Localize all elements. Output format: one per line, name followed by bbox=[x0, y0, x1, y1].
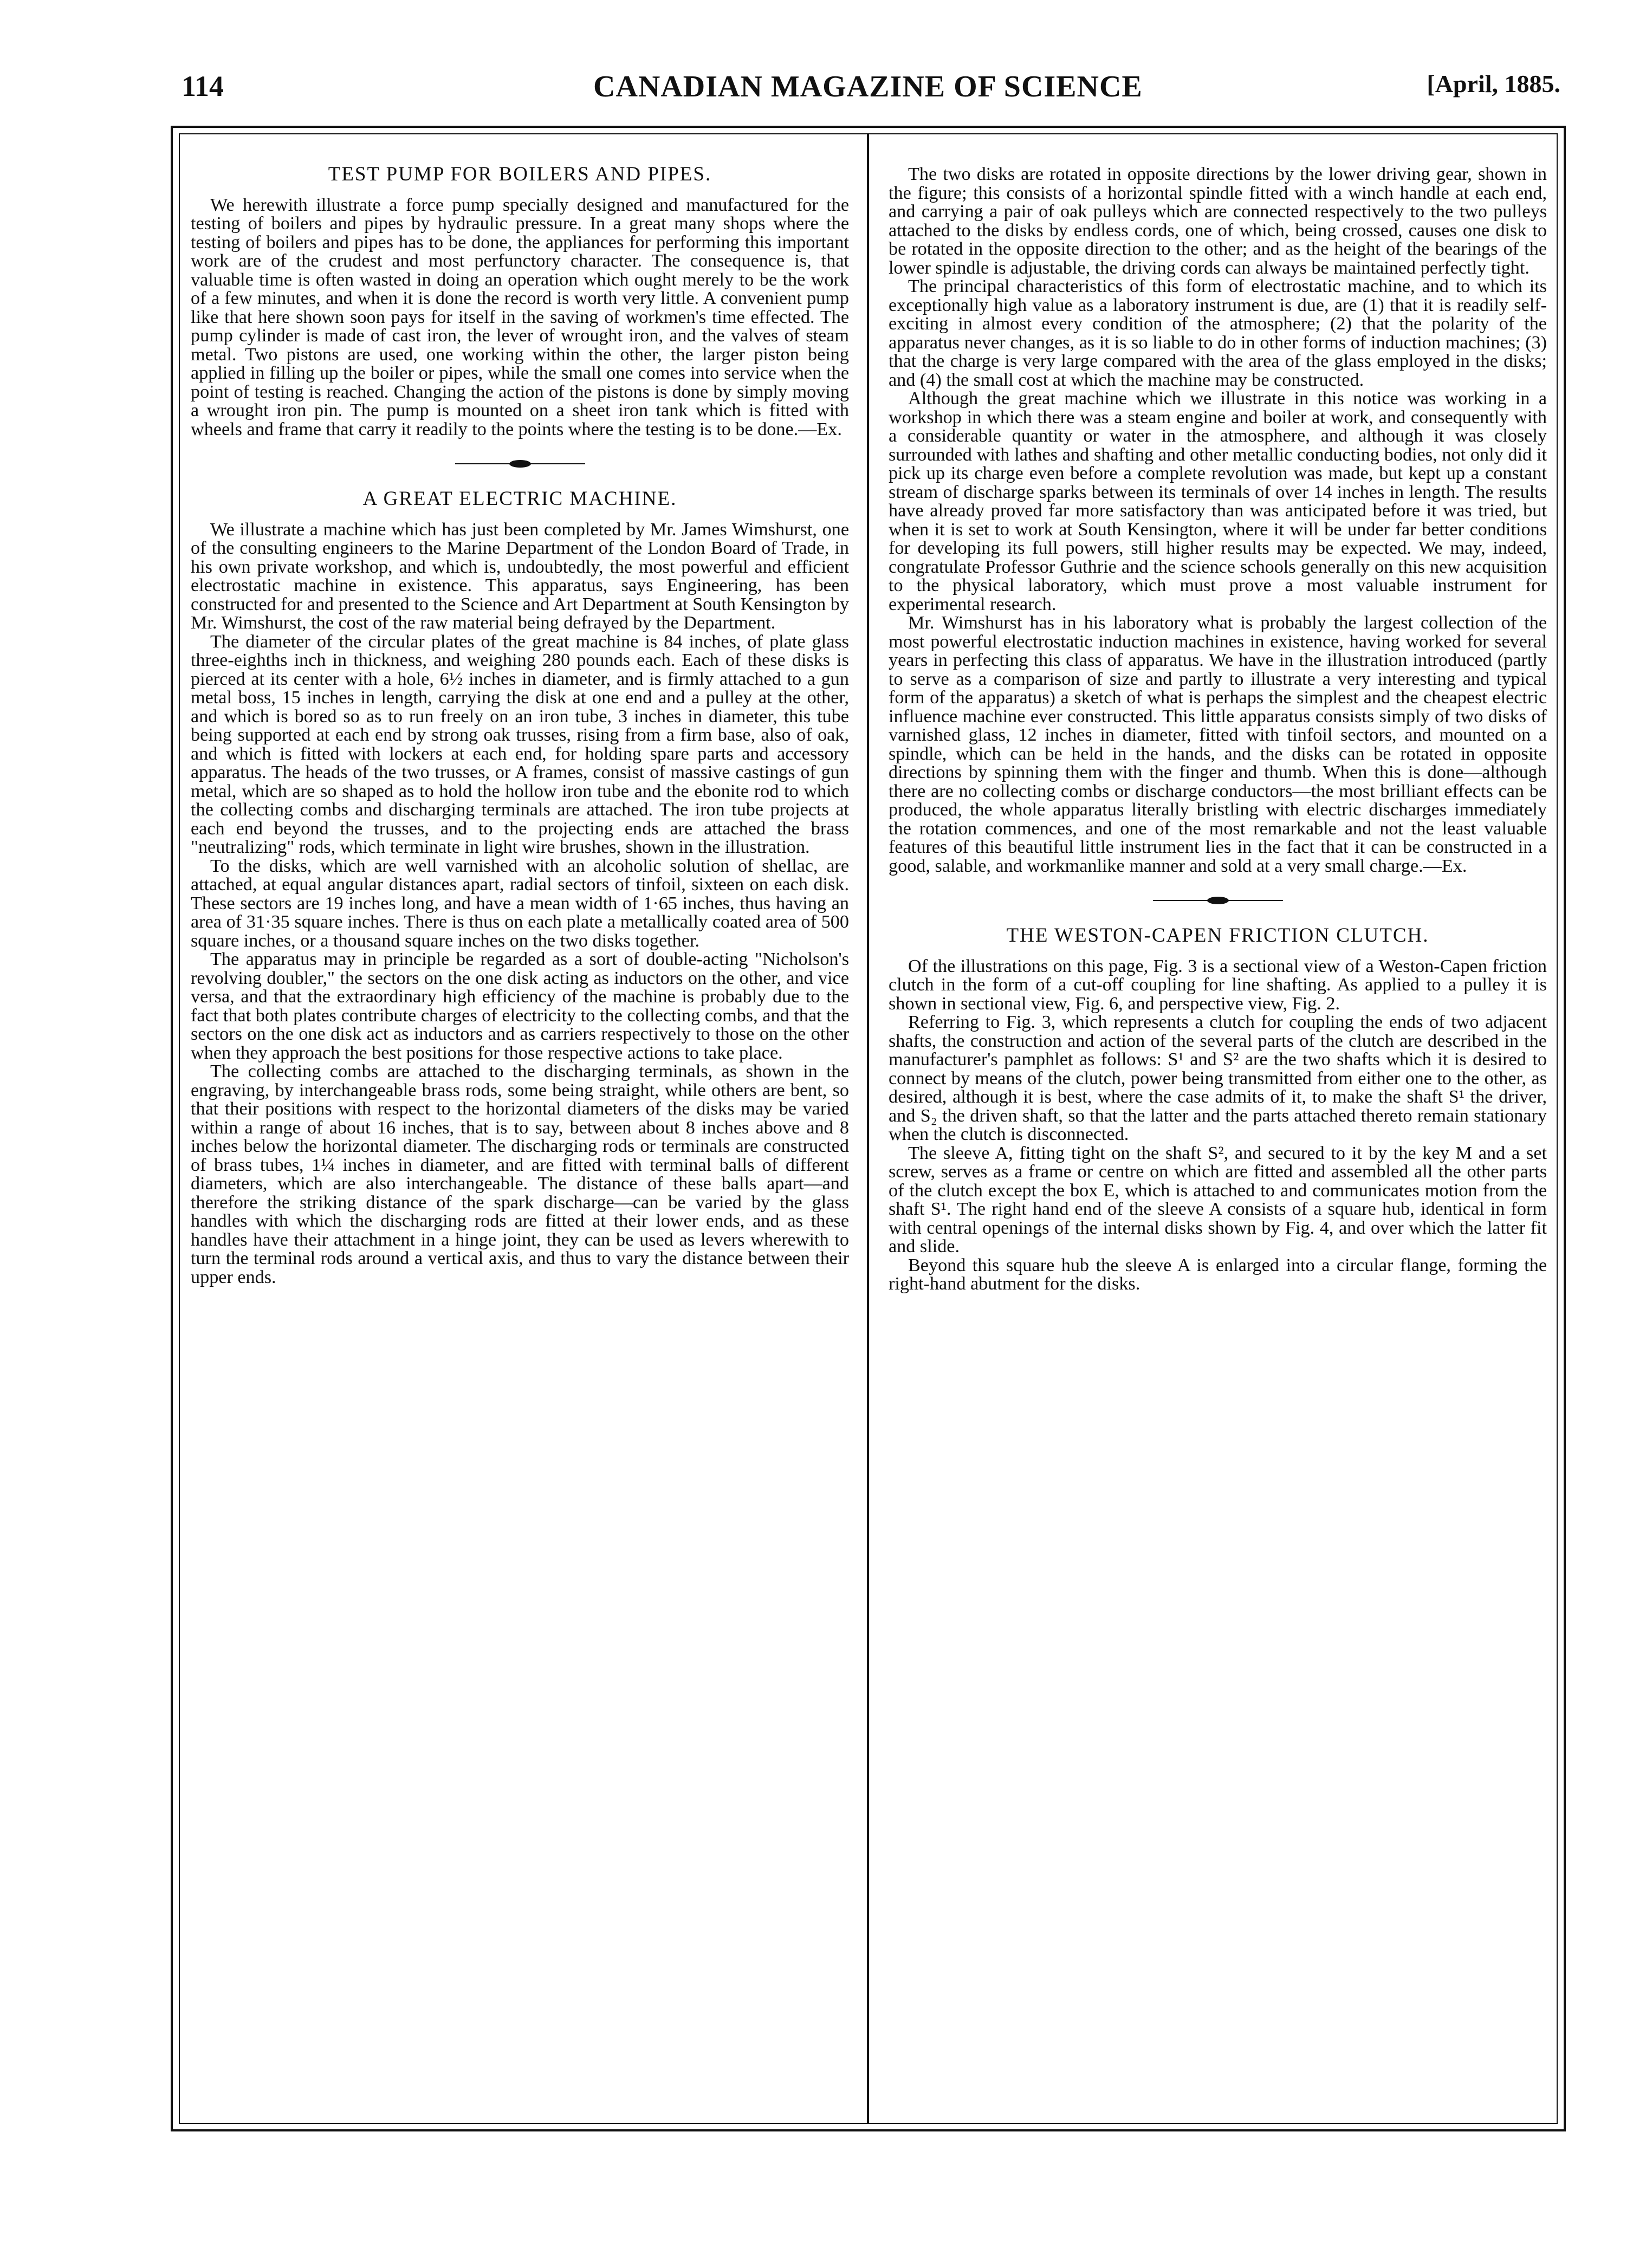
page-number: 114 bbox=[182, 70, 224, 102]
paragraph: Although the great machine which we illustrate in this notice was working in a workshop in which there was a steam engine and boiler at work, and consequently with a considerable quantity or water in the atmosphere, and although it was closely surrounded with lathes and shafting and other metallic conducting bodies, not only did it pick up its charge even before a complete revolution was made, but kept up a constant stream of discharge sparks between its terminals of over 14 inches in length. The results have already proved far more satisfactory than was anticipated before it was tried, but when it is set to work at South Kensington, where it will be under far better conditions for developing its full powers, still higher results may be expected. We may, indeed, congratulate Professor Guthrie and the science schools generally on this new acquisition to the physical laboratory, which must prove a most valuable instrument for experimental research. bbox=[889, 388, 1547, 614]
paragraph: Mr. Wimshurst has in his laboratory what is probably the largest collection of the most powerful electrostatic induction machines in existence, having worked for several years in perfecting this class of apparatus. We have in the illustration introduced (partly to serve as a comparison of size and partly to illustrate a very interesting and typical form of the apparatus) a sketch of what is perhaps the simplest and the cheapest electric influence machine ever constructed. This little apparatus consists simply of two disks of varnished glass, 12 inches in diameter, fitted with tinfoil sectors, and mounted on a spindle, which can be held in the hands, and the disks can be rotated in opposite directions by spinning them with the finger and thumb. When this is done—although there are no collecting combs or discharge conductors—the most brilliant effects can be produced, the whole apparatus literally bristling with electric discharges immediately the rotation commences, and one of the most remarkable and not the least valuable features of this beautiful little instrument lies in the fact that it can be constructed in a good, salable, and workmanlike manner and sold at a very small charge.—Ex. bbox=[889, 613, 1547, 876]
article-title-friction-clutch: THE WESTON-CAPEN FRICTION CLUTCH. bbox=[1006, 924, 1429, 947]
paragraph: To the disks, which are well varnished with an alcoholic solution of shellac, are attached, at equal angular distances apart, radial sectors of tinfoil, sixteen on each disk. These sectors are 19 inches long, and have a mean width of 1·65 inches, thus having an area of 31·35 square inches. There is thus on each plate a metallically coated area of 500 square inches, or a thousand square inches on the two disks together. bbox=[191, 856, 849, 951]
running-head bbox=[182, 69, 1560, 113]
column-divider bbox=[867, 134, 869, 2123]
paragraph: The two disks are rotated in opposite directions by the lower driving gear, shown in the figure; this consists of a horizontal spindle fitted with a winch handle at each end, and carrying a pair of oak pulleys which are connected respectively to the two pulleys attached to the disks by endless cords, one of which, being crossed, causes one disk to be rotated in the opposite direction to the other; and as the height of the bearings of the lower spindle is adjustable, the driving cords can always be maintained perfectly tight. bbox=[889, 164, 1547, 278]
paragraph: The diameter of the circular plates of the great machine is 84 inches, of plate glass three-eighths inch in thickness, and weighing 280 pounds each. Each of these disks is pierced at its center with a hole, 6½ inches in diameter, and is firmly attached to a gun metal boss, 15 inches in length, carrying the disk at one end and a pulley at the other, and which is bored so as to run freely on an iron tube, 3 inches in diameter, this tube being supported at each end by strong oak trusses, rising from a firm base, also of oak, and which is fitted with lockers at each end, for holding spare parts and accessory apparatus. The heads of the two trusses, or A frames, consist of massive castings of gun metal, which are so shaped as to hold the hollow iron tube and the ebonite rod to which the collecting combs and discharging terminals are attached. The iron tube projects at each end beyond the trusses, and to the projecting ends are attached the brass "neutralizing" rods, which terminate in light wire brushes, shown in the illustration. bbox=[191, 631, 849, 857]
paragraph: We herewith illustrate a force pump specially designed and manufactured for the testing of boilers and pipes by hydraulic pressure. In a great many shops where the testing of boilers and pipes has to be done, the appliances for performing this important work are of the crudest and most perfunctory character. The consequence is, that valuable time is often wasted in doing an operation which ought merely to be the work of a few minutes, and when it is done the record is worth very little. A convenient pump like that here shown soon pays for itself in the saving of workmen's time effected. The pump cylinder is made of cast iron, the lever of wrought iron, and the valves of steam metal. Two pistons are used, one working within the other, the larger piston being applied in filling up the boiler or pipes, while the small one comes into service when the point of testing is reached. Changing the action of the pistons is done by simply moving a wrought iron pin. The pump is mounted on a sheet iron tank which is fitted with wheels and frame that carry it readily to the points where the testing is to be done.—Ex. bbox=[191, 195, 849, 439]
paragraph: Of the illustrations on this page, Fig. 3 is a sectional view of a Weston-Capen friction clutch in the form of a cut-off coupling for line shafting. As applied to a pulley it is shown in sectional view, Fig. 6, and perspective view, Fig. 2. bbox=[889, 956, 1547, 1014]
left-column bbox=[191, 165, 849, 1287]
paragraph: Beyond this square hub the sleeve A is enlarged into a circular flange, forming the right-hand abutment for the disks. bbox=[889, 1255, 1547, 1294]
paragraph: The collecting combs are attached to the discharging terminals, as shown in the engraving, by interchangeable brass rods, some being straight, while others are bent, so that their positions with respect to the horizontal diameters of the disks may be varied within a range of about 16 inches, that is to say, between about 8 inches above and 8 inches below the horizontal diameter. The discharging rods or terminals are constructed of brass tubes, 1¼ inches in diameter, and are fitted with terminal balls of different diameters, which are also interchangeable. The distance of these balls apart—and therefore the striking distance of the spark discharge—can be varied by the glass handles with which the discharging rods are fitted at their lower ends, and as these handles have their attachment in a hinge joint, they can be used as levers wherewith to turn the terminal rods around a vertical axis, and thus to vary the distance between their upper ends. bbox=[191, 1061, 849, 1287]
section-separator bbox=[455, 459, 585, 468]
right-column bbox=[889, 165, 1547, 1294]
paragraph: The sleeve A, fitting tight on the shaft S², and secured to it by the key M and a set screw, serves as a frame or centre on which are fitted and assembled all the other parts of the clutch except the box E, which is attached to and communicates motion from the shaft S¹. The right hand end of the sleeve A consists of a square hub, identical in form with central openings of the internal disks shown by Fig. 4, and over which the latter fit and slide. bbox=[889, 1143, 1547, 1256]
issue-date: [April, 1885. bbox=[1427, 70, 1560, 98]
separator-ornament bbox=[509, 460, 531, 468]
paragraph: Referring to Fig. 3, which represents a clutch for coupling the ends of two adjacent shafts, the construction and action of the several parts of the clutch are described in the manufacturer's pamphlet as follows: S¹ and S² are the two shafts which it is desired to connect by means of the clutch, power being transmitted from either one to the other, as desired, although it is best, where the case admits of it, to make the shaft S¹ the driver, and S₂ the driven shaft, so that the latter and the parts attached thereto remain stationary when the clutch is disconnected. bbox=[889, 1012, 1547, 1144]
paragraph: The apparatus may in principle be regarded as a sort of double-acting "Nicholson's revolving doubler," the sectors on the one disk acting as inductors on the other, and vice versa, and that the extraordinary high efficiency of the machine is probably due to the fact that both plates contribute charges of electricity to the collecting combs, and that the sectors on the one disk act as inductors and as carriers respectively to those on the other when they approach the best positions for those respective actions to take place. bbox=[191, 949, 849, 1063]
separator-ornament bbox=[1207, 897, 1229, 904]
paragraph: The principal characteristics of this form of electrostatic machine, and to which its exceptionally high value as a laboratory instrument is due, are (1) that it is readily self-exciting in almost every condition of the atmosphere; (2) that the polarity of the apparatus never changes, as it is so liable to do in other forms of induction machines; (3) that the charge is very large compared with the area of the glass employed in the disks; and (4) the small cost at which the machine may be constructed. bbox=[889, 276, 1547, 390]
section-separator bbox=[1153, 896, 1283, 905]
article-title-electric-machine: A GREAT ELECTRIC MACHINE. bbox=[362, 488, 677, 510]
journal-title: CANADIAN MAGAZINE OF SCIENCE bbox=[593, 70, 1143, 103]
article-title-test-pump: TEST PUMP FOR BOILERS AND PIPES. bbox=[328, 163, 712, 185]
paragraph: We illustrate a machine which has just been completed by Mr. James Wimshurst, one of the consulting engineers to the Marine Department of the London Board of Trade, in his own private workshop, and which is, undoubtedly, the most powerful and efficient electrostatic machine in existence. This apparatus, says Engineering, has been constructed for and presented to the Science and Art Department at South Kensington by Mr. Wimshurst, the cost of the raw material being defrayed by the Department. bbox=[191, 519, 849, 633]
